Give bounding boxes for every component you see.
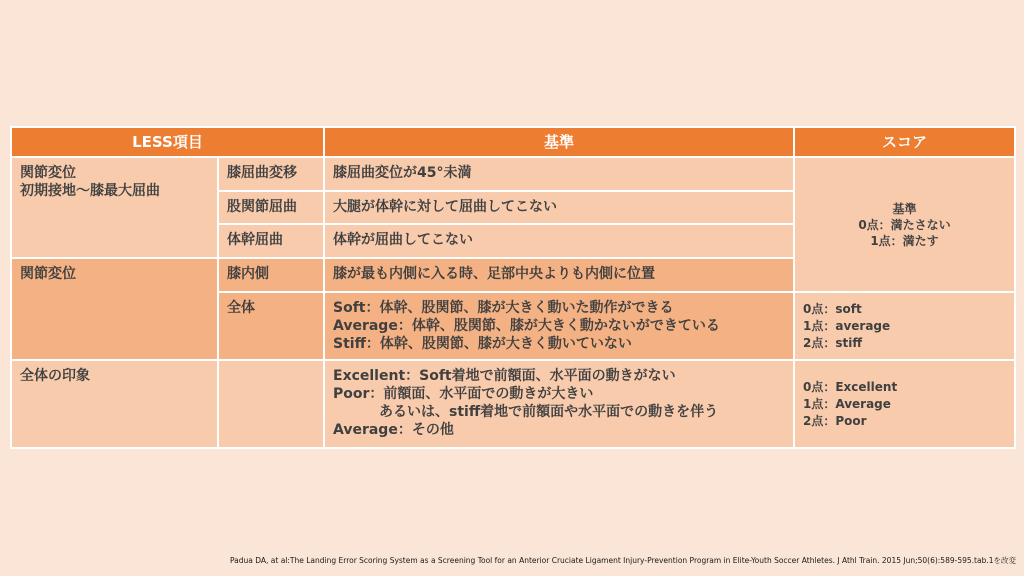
category-joint-displacement-initial: 関節変位 初期接地～膝最大屈曲 <box>11 157 218 258</box>
item-overall: 全体 <box>218 292 324 360</box>
score-binary: 基準 0点：満たさない 1点：満たす <box>794 157 1015 292</box>
criteria-overall: Soft：体幹、股関節、膝が大きく動いた動作ができる Average：体幹、股関節、膝が大きく動かないができている Stiff：体幹、股関節、膝が大きく動いていない <box>324 292 794 360</box>
category-joint-displacement: 関節変位 <box>11 258 218 360</box>
table-header-row <box>11 127 1015 157</box>
criteria-knee-flexion: 膝屈曲変位が45°未満 <box>324 157 794 191</box>
header-criteria: 基準 <box>324 127 794 157</box>
table-row <box>11 157 1015 191</box>
table-row <box>11 360 1015 448</box>
item-knee-flexion: 膝屈曲変移 <box>218 157 324 191</box>
item-trunk-flexion: 体幹屈曲 <box>218 224 324 258</box>
item-knee-valgus: 膝内側 <box>218 258 324 292</box>
criteria-overall-impression: Excellent：Soft着地で前額面、水平面の動きがない Poor：前額面、水平面での動きが大きい あるいは、stiff着地で前額面や水平面での動きを伴う Average：その他 <box>324 360 794 448</box>
criteria-knee-valgus: 膝が最も内側に入る時、足部中央よりも内側に位置 <box>324 258 794 292</box>
criteria-hip-flexion: 大腿が体幹に対して屈曲してこない <box>324 191 794 224</box>
header-less-items: LESS項目 <box>11 127 324 157</box>
less-scoring-table <box>10 126 1016 449</box>
score-softness: 0点：soft 1点：average 2点：stiff <box>794 292 1015 360</box>
criteria-trunk-flexion: 体幹が屈曲してこない <box>324 224 794 258</box>
citation: Padua DA, at al:The Landing Error Scoring System as a Screening Tool for an Anterior Cruciate Ligament Injury-Prevention Program in Elite-Youth Soccer Athletes. J Athl Train. 2015 Jun;50(6):589-595.tab.1を改変 <box>229 556 1016 565</box>
item-overall-impression <box>218 360 324 448</box>
category-overall-impression: 全体の印象 <box>11 360 218 448</box>
score-impression: 0点：Excellent 1点：Average 2点：Poor <box>794 360 1015 448</box>
header-score: スコア <box>794 127 1015 157</box>
item-hip-flexion: 股関節屈曲 <box>218 191 324 224</box>
